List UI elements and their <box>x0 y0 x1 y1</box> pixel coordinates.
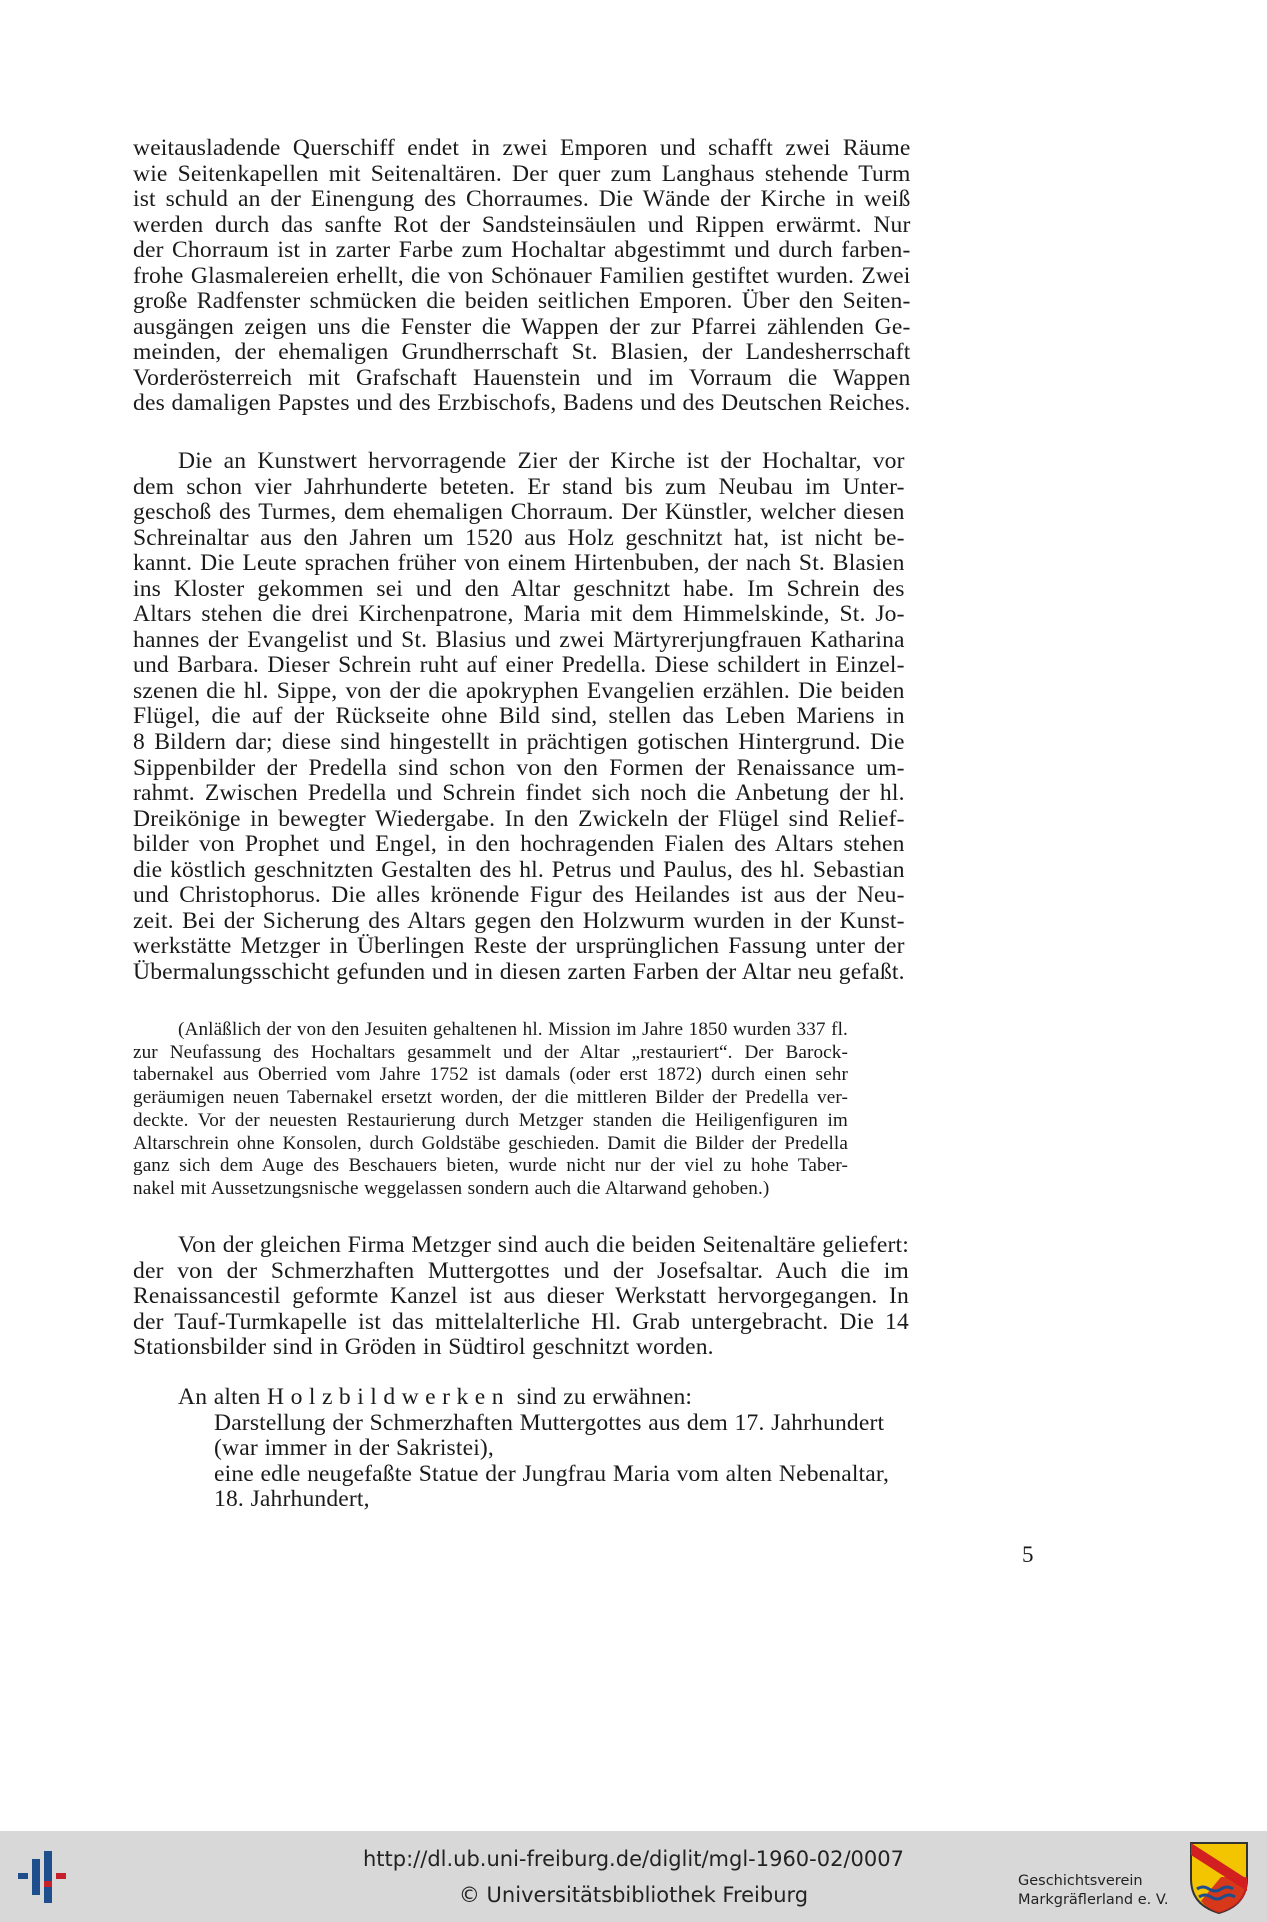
list-item: eine edle neugefaßte Statue der Jungfrau Maria vom alten Nebenaltar, <box>214 1460 889 1487</box>
text-line: ausgängen zeigen uns die Fenster die Wappen der zur Pfarrei zählenden Ge- <box>133 313 911 340</box>
text-line: tabernakel aus Oberried vom Jahre 1752 ist damals (oder erst 1872) durch einen sehr <box>133 1064 848 1086</box>
text-line: der Chorraum ist in zarter Farbe zum Hochaltar abgestimmt und durch farben- <box>133 237 911 264</box>
text-line: Renaissancestil geformte Kanzel ist aus dieser Werkstatt hervorgegangen. In <box>133 1283 909 1310</box>
text-line: Von der gleichen Firma Metzger sind auch die beiden Seitenaltäre geliefert: <box>178 1232 909 1258</box>
society-line-1: Geschichtsverein <box>1018 1873 1143 1889</box>
text-line: wie Seitenkapellen mit Seitenaltären. Der quer zum Langhaus stehende Turm <box>133 160 911 187</box>
text-line: werden durch das sanfte Rot der Sandsteinsäulen und Rippen erwärmt. Nur <box>133 211 911 238</box>
paragraph-2 <box>133 449 905 985</box>
text-line: Vorderösterreich mit Grafschaft Hauenstein und im Vorraum die Wappen <box>133 364 911 391</box>
footnote-paragraph <box>133 1019 848 1201</box>
footer-copyright: © Universitätsbibliothek Freiburg <box>458 1883 809 1907</box>
text-line: Altarschrein ohne Konsolen, durch Goldstäbe geschieden. Damit die Bilder der Predella <box>133 1132 848 1154</box>
text-line: ins Kloster gekommen sei und den Altar geschnitzt habe. Im Schrein des <box>133 575 905 602</box>
text-line: geräumigen neuen Tabernakel ersetzt worden, der die mittleren Bilder der Predella ver- <box>133 1087 848 1109</box>
text-line: Dreikönige in bewegter Wiedergabe. In den Zwickeln der Flügel sind Relief- <box>133 805 905 832</box>
text-line: ganz sich dem Auge des Beschauers bieten, wurde nicht nur der viel zu hohe Taber- <box>133 1155 848 1177</box>
footer-url-link[interactable]: http://dl.ub.uni-freiburg.de/diglit/mgl-1960-02/0007 <box>362 1847 904 1871</box>
list-item: Darstellung der Schmerzhaften Muttergottes aus dem 17. Jahrhundert <box>214 1409 885 1436</box>
text-line: meinden, der ehemaligen Grundherrschaft St. Blasien, der Landesherrschaft <box>133 339 911 366</box>
text-line: zeit. Bei der Sicherung des Altars gegen den Holzwurm wurden in der Kunst- <box>133 907 905 934</box>
text-line: des damaligen Papstes und des Erzbischofs, Badens und des Deutschen Reiches. <box>133 390 911 417</box>
text-line: bilder von Prophet und Engel, in den hochragenden Fialen des Altars stehen <box>133 831 905 858</box>
text-line: dem schon vier Jahrhunderte beteten. Er stand bis zum Neubau im Unter- <box>133 473 905 500</box>
text-line: frohe Glasmalereien erhellt, die von Schönauer Familien gestiftet wurden. Zwei <box>133 262 911 289</box>
text-line: die köstlich geschnitzten Gestalten des hl. Petrus und Paulus, des hl. Sebastian <box>133 856 905 883</box>
text-line: der von der Schmerzhaften Muttergottes und der Josefsaltar. Auch die im <box>133 1257 909 1284</box>
text-line: Schreinaltar aus den Jahren um 1520 aus Holz geschnitzt hat, ist nicht be- <box>133 524 905 551</box>
text-line: der Tauf-Turmkapelle ist das mittelalterliche Hl. Grab untergebracht. Die 14 <box>133 1308 909 1335</box>
text-line: deckte. Vor der neuesten Restaurierung durch Metzger standen die Heiligenfiguren im <box>133 1109 848 1131</box>
text-line: ist schuld an der Einengung des Chorraumes. Die Wände der Kirche in weiß <box>133 186 911 213</box>
paragraph-1 <box>133 136 910 417</box>
text-line: Übermalungsschicht gefunden und in diesen zarten Farben der Altar neu gefaßt. <box>133 958 905 985</box>
text-line: und Christophorus. Die alles krönende Figur des Heilandes ist aus der Neu- <box>133 882 905 909</box>
list-intro: An alten Holzbildwerken sind zu erwähnen: <box>178 1384 693 1410</box>
text-line: (Anläßlich der von den Jesuiten gehaltenen hl. Mission im Jahre 1850 wurden 337 fl. <box>178 1019 848 1040</box>
text-line: Stationsbilder sind in Gröden in Südtirol geschnitzt worden. <box>133 1334 714 1361</box>
text-line: rahmt. Zwischen Predella und Schrein findet sich noch die Anbetung der hl. <box>133 780 905 807</box>
text-line: Sippenbilder der Predella sind schon von den Formen der Renaissance um- <box>133 754 905 781</box>
text-line: werkstätte Metzger in Überlingen Reste der ursprünglichen Fassung unter der <box>133 933 905 960</box>
text-line: weitausladende Querschiff endet in zwei Emporen und schafft zwei Räume <box>133 135 911 161</box>
text-line: kannt. Die Leute sprachen früher von einem Hirtenbuben, der nach St. Blasien <box>133 550 905 577</box>
paragraph-4 <box>133 1385 889 1513</box>
text-line: Die an Kunstwert hervorragende Zier der Kirche ist der Hochaltar, vor <box>178 448 905 474</box>
list-item: 18. Jahrhundert, <box>214 1486 370 1513</box>
list-item: (war immer in der Sakristei), <box>214 1435 494 1462</box>
text-line: geschoß des Turmes, dem ehemaligen Chorraum. Der Künstler, welcher diesen <box>133 499 905 526</box>
text-line: szenen die hl. Sippe, von der die apokryphen Evangelien erzählen. Die beiden <box>133 677 905 704</box>
text-line: 8 Bildern dar; diese sind hingestellt in prächtigen gotischen Hintergrund. Die <box>133 729 905 756</box>
text-line: und Barbara. Dieser Schrein ruht auf einer Predella. Diese schildert in Einzel- <box>133 652 905 679</box>
text-line: Altars stehen die drei Kirchenpatrone, Maria mit dem Himmelskinde, St. Jo- <box>133 601 905 628</box>
coat-of-arms-icon <box>1187 1839 1251 1915</box>
footer-bar <box>0 1831 1267 1922</box>
text-line: hannes der Evangelist und St. Blasius und zwei Märtyrerjungfrauen Katharina <box>133 626 905 653</box>
text-line: große Radfenster schmücken die beiden seitlichen Emporen. Über den Seiten- <box>133 288 911 315</box>
society-line-2: Markgräflerland e. V. <box>1018 1892 1169 1908</box>
paragraph-3 <box>133 1233 909 1361</box>
text-line: Flügel, die auf der Rückseite ohne Bild sind, stellen das Leben Mariens in <box>133 703 905 730</box>
page-number: 5 <box>1022 1542 1034 1567</box>
text-line: zur Neufassung des Hochaltars gesammelt und der Altar „restauriert“. Der Barock- <box>133 1041 848 1063</box>
society-name <box>1018 1872 1188 1910</box>
text-line: nakel mit Aussetzungsnische weggelassen sondern auch die Altarwand gehoben.) <box>133 1177 770 1199</box>
